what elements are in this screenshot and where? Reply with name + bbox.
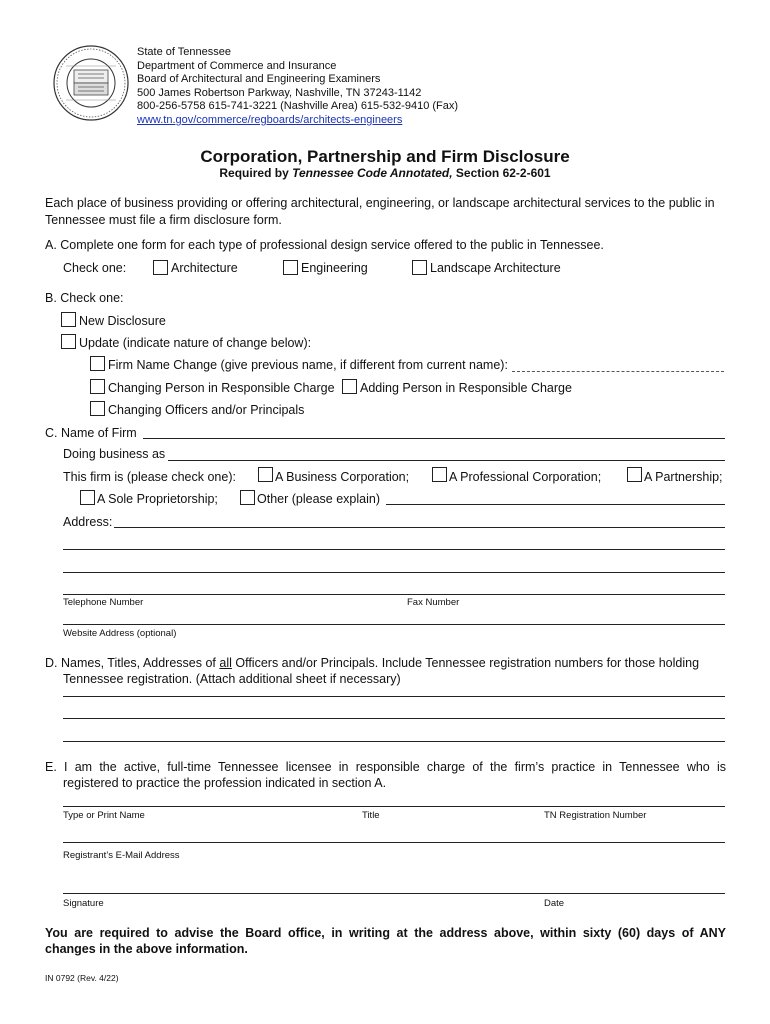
label-partnership: A Partnership; bbox=[644, 470, 723, 484]
signature-date-field[interactable] bbox=[63, 893, 725, 894]
label-telephone: Telephone Number bbox=[63, 597, 144, 608]
notice-line-1: You are required to advise the Board office, in writing at the address above, within sixty (60) days of ANY bbox=[45, 926, 726, 940]
label-title: Title bbox=[362, 810, 380, 821]
address-field-3[interactable] bbox=[63, 572, 725, 573]
label-signature: Signature bbox=[63, 898, 104, 909]
email-field[interactable] bbox=[63, 842, 725, 843]
checkbox-architecture[interactable] bbox=[153, 260, 168, 275]
label-firm-name-change: Firm Name Change (give previous name, if different from current name): bbox=[108, 358, 508, 372]
section-e-line-2: registered to practice the profession indicated in section A. bbox=[63, 776, 387, 790]
label-name-of-firm: C. Name of Firm bbox=[45, 426, 137, 440]
label-date: Date bbox=[544, 898, 565, 909]
header-line-phones: 800-256-5758 615-741-3221 (Nashville Area) 615-532-9410 (Fax) bbox=[137, 100, 459, 113]
section-d-line-1 bbox=[45, 655, 699, 671]
label-update: Update (indicate nature of change below): bbox=[79, 336, 312, 350]
section-b-label: B. Check one: bbox=[45, 291, 124, 305]
header-line-state: State of Tennessee bbox=[137, 46, 231, 58]
section-d-prefix: D. Names, Titles, Addresses of bbox=[45, 656, 220, 670]
header-line-board: Board of Architectural and Engineering Examiners bbox=[137, 73, 381, 86]
label-print-name: Type or Print Name bbox=[63, 810, 145, 821]
label-email: Registrant’s E-Mail Address bbox=[63, 850, 180, 861]
section-d-text bbox=[45, 655, 699, 687]
state-seal bbox=[52, 44, 130, 122]
label-firm-is: This firm is (please check one): bbox=[63, 470, 236, 484]
name-title-reg-field[interactable] bbox=[63, 806, 725, 807]
dba-field[interactable] bbox=[168, 460, 725, 461]
section-d-line-2: Tennessee registration. (Attach additional sheet if necessary) bbox=[63, 672, 401, 686]
checkbox-other[interactable] bbox=[240, 490, 255, 505]
subtitle-italic: Tennessee Code Annotated, bbox=[292, 166, 453, 180]
section-a-check-one: Check one: bbox=[63, 261, 127, 275]
website-field[interactable] bbox=[63, 624, 725, 625]
checkbox-business-corporation[interactable] bbox=[258, 467, 273, 482]
firm-name-field[interactable] bbox=[143, 438, 725, 439]
label-business-corporation: A Business Corporation; bbox=[275, 470, 410, 484]
label-fax: Fax Number bbox=[407, 597, 460, 608]
intro-line-1: Each place of business providing or offering architectural, engineering, or landscape architectural services to the public in bbox=[45, 196, 715, 210]
checkbox-changing-officers[interactable] bbox=[90, 401, 105, 416]
officers-field-3[interactable] bbox=[63, 741, 725, 742]
form-id: IN 0792 (Rev. 4/22) bbox=[45, 973, 119, 983]
label-doing-business-as: Doing business as bbox=[63, 447, 166, 461]
label-tn-registration: TN Registration Number bbox=[544, 810, 647, 821]
officers-field-1[interactable] bbox=[63, 696, 725, 697]
officers-field-2[interactable] bbox=[63, 718, 725, 719]
checkbox-firm-name-change[interactable] bbox=[90, 356, 105, 371]
label-changing-officers: Changing Officers and/or Principals bbox=[108, 403, 305, 417]
label-new-disclosure: New Disclosure bbox=[79, 314, 166, 328]
label-landscape-architecture: Landscape Architecture bbox=[430, 261, 561, 275]
intro-text bbox=[45, 195, 715, 228]
section-e-text bbox=[45, 759, 726, 791]
section-d-suffix: Officers and/or Principals. Include Tennessee registration numbers for those holding bbox=[231, 656, 700, 670]
notice-line-2: changes in the above information. bbox=[45, 942, 248, 956]
label-address: Address: bbox=[63, 515, 113, 529]
label-engineering: Engineering bbox=[301, 261, 368, 275]
intro-line-2: Tennessee must file a firm disclosure form. bbox=[45, 212, 282, 227]
form-title: Corporation, Partnership and Firm Disclosure bbox=[200, 147, 570, 166]
section-a-text: A. Complete one form for each type of professional design service offered to the public in Tennessee. bbox=[45, 238, 604, 252]
label-professional-corporation: A Professional Corporation; bbox=[449, 470, 602, 484]
notice-text bbox=[45, 925, 726, 957]
checkbox-new-disclosure[interactable] bbox=[61, 312, 76, 327]
previous-name-field[interactable] bbox=[512, 371, 724, 372]
checkbox-adding-person[interactable] bbox=[342, 379, 357, 394]
subtitle-suffix: Section 62-2-601 bbox=[452, 166, 551, 180]
header-line-department: Department of Commerce and Insurance bbox=[137, 59, 337, 72]
section-d-all: all bbox=[219, 656, 232, 670]
address-field-1[interactable] bbox=[114, 527, 725, 528]
checkbox-professional-corporation[interactable] bbox=[432, 467, 447, 482]
header-website-link[interactable]: www.tn.gov/commerce/regboards/architects-engineers bbox=[137, 113, 403, 126]
phone-fax-field[interactable] bbox=[63, 594, 725, 595]
other-explain-field[interactable] bbox=[386, 504, 725, 505]
label-adding-person: Adding Person in Responsible Charge bbox=[360, 381, 572, 395]
checkbox-changing-person[interactable] bbox=[90, 379, 105, 394]
checkbox-partnership[interactable] bbox=[627, 467, 642, 482]
header-block bbox=[137, 46, 458, 128]
subtitle-prefix: Required by bbox=[219, 166, 293, 180]
checkbox-landscape-architecture[interactable] bbox=[412, 260, 427, 275]
checkbox-engineering[interactable] bbox=[283, 260, 298, 275]
label-other: Other (please explain) bbox=[257, 492, 380, 506]
section-e-line-1: E. I am the active, full-time Tennessee licensee in responsible charge of the firm’s practice in Tennessee who is bbox=[45, 760, 726, 774]
address-field-2[interactable] bbox=[63, 549, 725, 550]
label-architecture: Architecture bbox=[171, 261, 238, 275]
label-website: Website Address (optional) bbox=[63, 628, 177, 639]
checkbox-sole-proprietorship[interactable] bbox=[80, 490, 95, 505]
label-changing-person: Changing Person in Responsible Charge bbox=[108, 381, 335, 395]
header-line-address: 500 James Robertson Parkway, Nashville, TN 37243-1142 bbox=[137, 86, 422, 99]
checkbox-update[interactable] bbox=[61, 334, 76, 349]
label-sole-proprietorship: A Sole Proprietorship; bbox=[97, 492, 218, 506]
form-subtitle bbox=[0, 166, 770, 180]
